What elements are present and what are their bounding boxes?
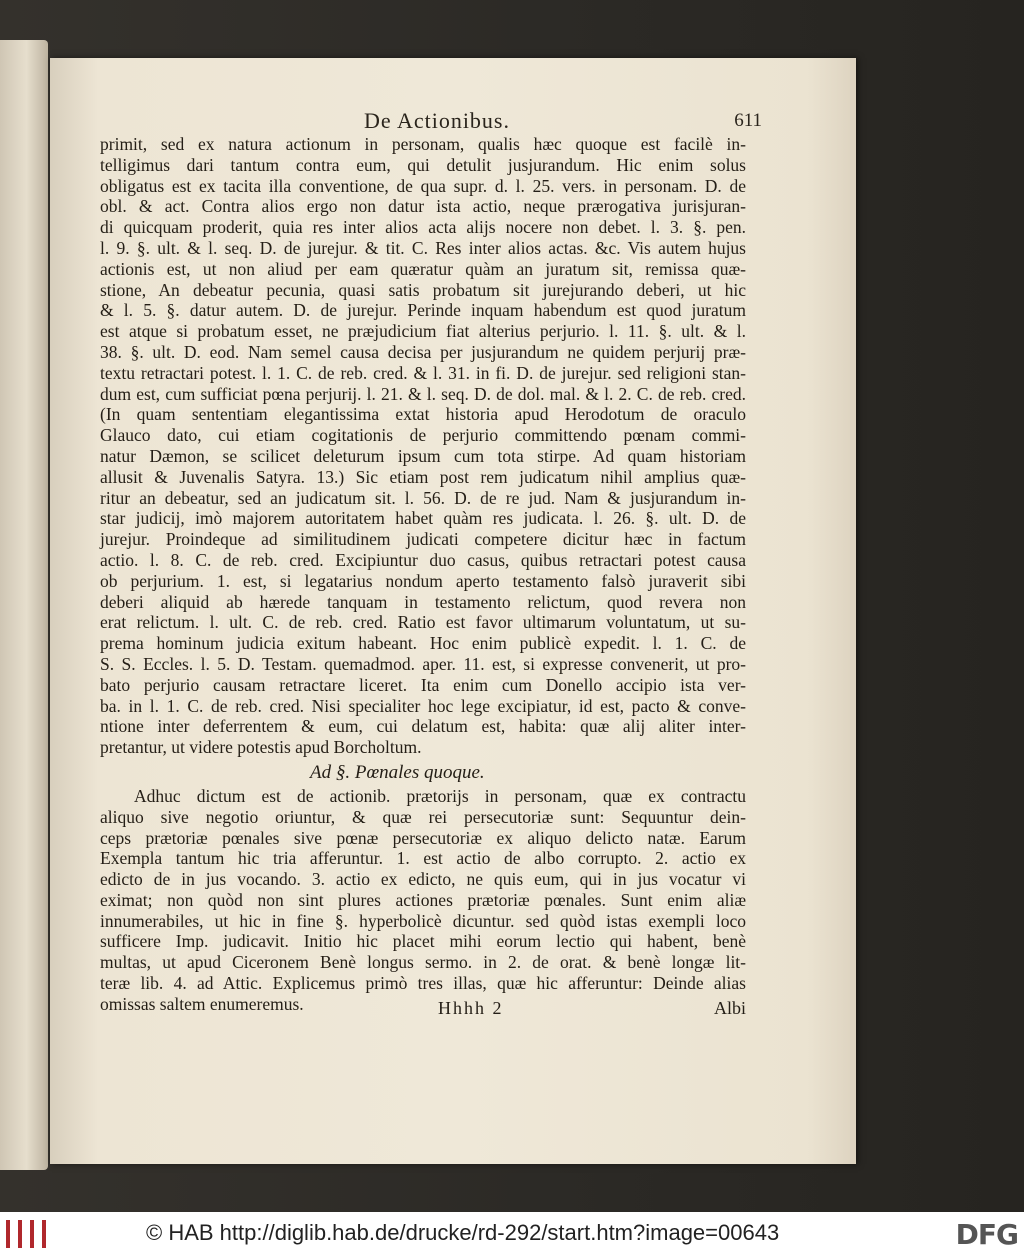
text-line: est atque si probatum esset, ne præjudicium fiat alterius perjurio. l. 11. §. ult. & l.: [100, 321, 746, 342]
footer-bar: [0, 1212, 1024, 1255]
page-footer: [100, 998, 746, 1024]
text-line: di quicquam proderit, quia res inter alios acta alijs nocere non debet. l. 3. §. pen.: [100, 217, 746, 238]
page-number: 611: [734, 110, 762, 131]
paragraph-before-heading: [100, 134, 746, 758]
text-line: dum est, cum sufficiat pœna perjurij. l. 21. & l. seq. D. de dol. mal. & l. 2. C. de reb. cred.: [100, 383, 746, 404]
text-line: omissas saltem enumeremus.: [100, 993, 304, 1014]
text-line: actionis est, ut non aliud per eam quæratur quàm an juratum sit, remissa quæ-: [100, 258, 746, 279]
text-line: primit, sed ex natura actionum in personam, qualis hæc quoque est facilè in-: [100, 134, 746, 154]
text-line: obligatus est ex tacita illa conventione, de qua supr. d. l. 25. vers. in personam. D. de: [100, 175, 746, 196]
text-line: innumerabiles, ut hic in fine §. hyperbolicè dicuntur. sed quòd istas exempli loco: [100, 910, 746, 931]
text-line: Glauco dato, cui etiam cogitationis de perjurio committendo pœnam commi-: [100, 425, 746, 446]
catchword: Albi: [713, 998, 746, 1018]
text-line: l. 9. §. ult. & l. seq. D. de jurejur. & tit. C. Res inter alios actas. &c. Vis autem hujus: [100, 237, 746, 258]
text-line: erat relictum. l. ult. C. de reb. cred. Ratio est favor ultimarum voluntatum, ut su-: [100, 612, 746, 633]
left-page-edge: [0, 40, 48, 1170]
running-title: De Actionibus.: [364, 108, 510, 133]
text-line: stione, An debeatur pecunia, quasi satis probatum sit jurejurando deberi, ut hic: [100, 279, 746, 300]
text-line: Adhuc dictum est de actionib. prætorijs in personam, quæ ex contractu: [134, 785, 746, 806]
text-line: Exempla tantum hic tria afferuntur. 1. est actio de albo corrupto. 2. actio ex: [100, 848, 746, 869]
text-line: actio. l. 8. C. de reb. cred. Excipiuntur duo casus, quibus retractari potest causa: [100, 549, 746, 570]
text-line: star judicij, imò majorem autoritatem habet quàm res judicata. l. 26. §. ult. D. de: [100, 508, 746, 529]
text-line: obl. & act. Contra alios ergo non datur ista actio, neque prærogativa jurisjuran-: [100, 196, 746, 217]
text-line: deberi aliquid ab hærede tanquam in testamento relictum, quod revera non: [100, 591, 746, 612]
text-line: ntione inter deferrentem & eum, cui delatum est, habita: quæ alij aliter inter-: [100, 716, 746, 737]
text-line: jurejur. Proindeque ad similitudinem judicati competere dicitur hæc in factum: [100, 529, 746, 550]
text-line: sufficere Imp. judicavit. Initio hic placet mihi eorum lectio qui habent, benè: [100, 931, 746, 952]
hab-logo-icon: [6, 1220, 46, 1248]
text-line: multas, ut apud Ciceronem Benè longus sermo. in 2. de orat. & benè longæ lit-: [100, 952, 746, 973]
text-line: 38. §. ult. D. eod. Nam semel causa decisa per jusjurandum ne quidem perjurij præ-: [100, 341, 746, 362]
text-line: aliquo sive negotio oriuntur, & quæ rei persecutoriæ sunt: Sequuntur dein-: [100, 806, 746, 827]
text-line: teræ lib. 4. ad Attic. Explicemus primò tres illas, quæ hic afferuntur: Deinde alias: [100, 973, 746, 994]
text-line: ob perjurium. 1. est, si legatarius nondum aperto testamento falsò juraverit sibi: [100, 570, 746, 591]
dfg-logo: DFG: [955, 1218, 1018, 1251]
section-heading: Ad §. Pœnales quoque.: [310, 761, 485, 783]
text-line: (In quam sententiam elegantissima extat historia apud Herodotum de oraculo: [100, 404, 746, 425]
text-line: allusit & Juvenalis Satyra. 13.) Sic etiam post rem judicatum nihil amplius quæ-: [100, 466, 746, 487]
paragraph-after-heading: [100, 786, 746, 1015]
text-line: bato perjurio causam retractare liceret. Ita enim cum Donello accipio ista ver-: [100, 674, 746, 695]
text-line: telligimus dari tantum contra eum, qui detulit jusjurandum. Hic enim solus: [100, 154, 746, 175]
text-line: eximat; non quòd non sint plures actiones prætoriæ pœnales. Sunt enim aliæ: [100, 889, 746, 910]
signature-mark: Hhhh 2: [438, 998, 504, 1018]
text-line: natur Dæmon, se scilicet deleturum ipsum cum tota stirpe. Ad quam historiam: [100, 445, 746, 466]
text-line: ritur an debeatur, sed an judicatum sit. l. 56. D. de re jud. Nam & jusjurandum in-: [100, 487, 746, 508]
copyright-link[interactable]: © HAB http://diglib.hab.de/drucke/rd-292/start.htm?image=00643: [146, 1220, 780, 1245]
book-page: [50, 58, 856, 1164]
text-line: textu retractari potest. l. 1. C. de reb. cred. & l. 31. in fi. D. de jurejur. sed religioni stan-: [100, 362, 746, 383]
text-line: prema hominum judicia exitum habeant. Hoc enim publicè expedit. l. 1. C. de: [100, 633, 746, 654]
text-line: edicto de in jus vocando. 3. actio ex edicto, ne quis eum, qui in jus vocatur vi: [100, 869, 746, 890]
text-line: ba. in l. 1. C. de reb. cred. Nisi specialiter hoc lege excipiatur, id est, pacto & conve-: [100, 695, 746, 716]
text-line: S. S. Eccles. l. 5. D. Testam. quemadmod. aper. 11. est, si expresse convenerit, ut pro-: [100, 653, 746, 674]
text-line: & l. 5. §. datur autem. D. de jurejur. Perinde inquam habendum est quod juratum: [100, 300, 746, 321]
text-block: [100, 134, 746, 1015]
text-line: ceps prætoriæ pœnales sive pœnæ persecutoriæ ex aliquo delicto natæ. Earum: [100, 827, 746, 848]
text-line: pretantur, ut videre potestis apud Borcholtum.: [100, 737, 422, 758]
